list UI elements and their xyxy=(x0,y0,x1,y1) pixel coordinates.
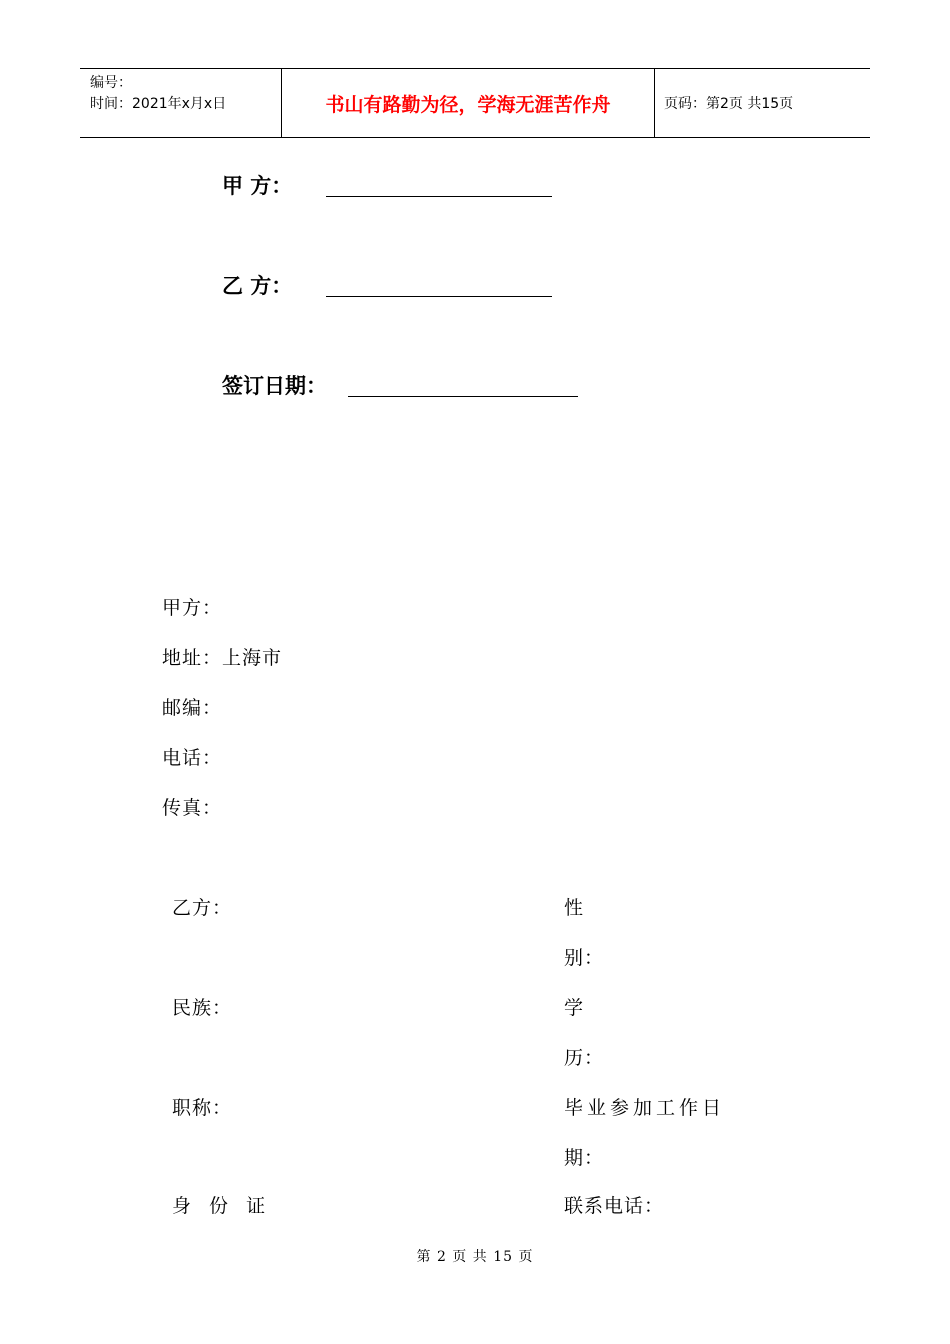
party-b-work-date-line2: 期： xyxy=(564,1147,605,1169)
party-b-education-line1: 学 xyxy=(564,997,585,1019)
party-b-sign-line xyxy=(326,296,552,297)
party-a-address: 地址：上海市 xyxy=(162,647,283,669)
party-b-work-date-line1: 毕业参加工作日 xyxy=(564,1097,726,1119)
header-motto: 书山有路勤为径，学海无涯苦作舟 xyxy=(325,93,611,116)
header-page-info: 页码：第2页 共15页 xyxy=(664,96,794,112)
party-b-ethnicity: 民族： xyxy=(172,997,233,1019)
party-a-fax: 传真： xyxy=(162,797,223,819)
header-divider-right xyxy=(654,69,655,137)
party-b-education-line2: 历： xyxy=(564,1047,605,1069)
page-footer: 第 2 页 共 15 页 xyxy=(416,1249,534,1265)
party-b-sign-label: 乙 方： xyxy=(222,274,293,298)
party-b-gender-line1: 性 xyxy=(564,897,585,919)
party-a-sign-line xyxy=(326,196,552,197)
party-b-title: 职称： xyxy=(172,1097,233,1119)
header-meta xyxy=(90,73,226,115)
party-a-sign-label: 甲 方： xyxy=(222,174,293,198)
party-b-gender-line2: 别： xyxy=(564,947,605,969)
sign-date-label: 签订日期： xyxy=(222,374,327,398)
party-b-contact-phone: 联系电话： xyxy=(564,1195,665,1217)
party-a-phone: 电话： xyxy=(162,747,223,769)
party-a-label: 甲方： xyxy=(162,597,223,619)
party-a-postcode: 邮编： xyxy=(162,697,223,719)
header-time-label: 时间：2021年x月x日 xyxy=(90,96,227,112)
header-number-label: 编号： xyxy=(90,75,132,91)
sign-date-line xyxy=(348,396,578,397)
party-b-id-card: 身 份 证 xyxy=(172,1195,272,1217)
party-b-label: 乙方： xyxy=(172,897,233,919)
page-header xyxy=(80,68,870,138)
